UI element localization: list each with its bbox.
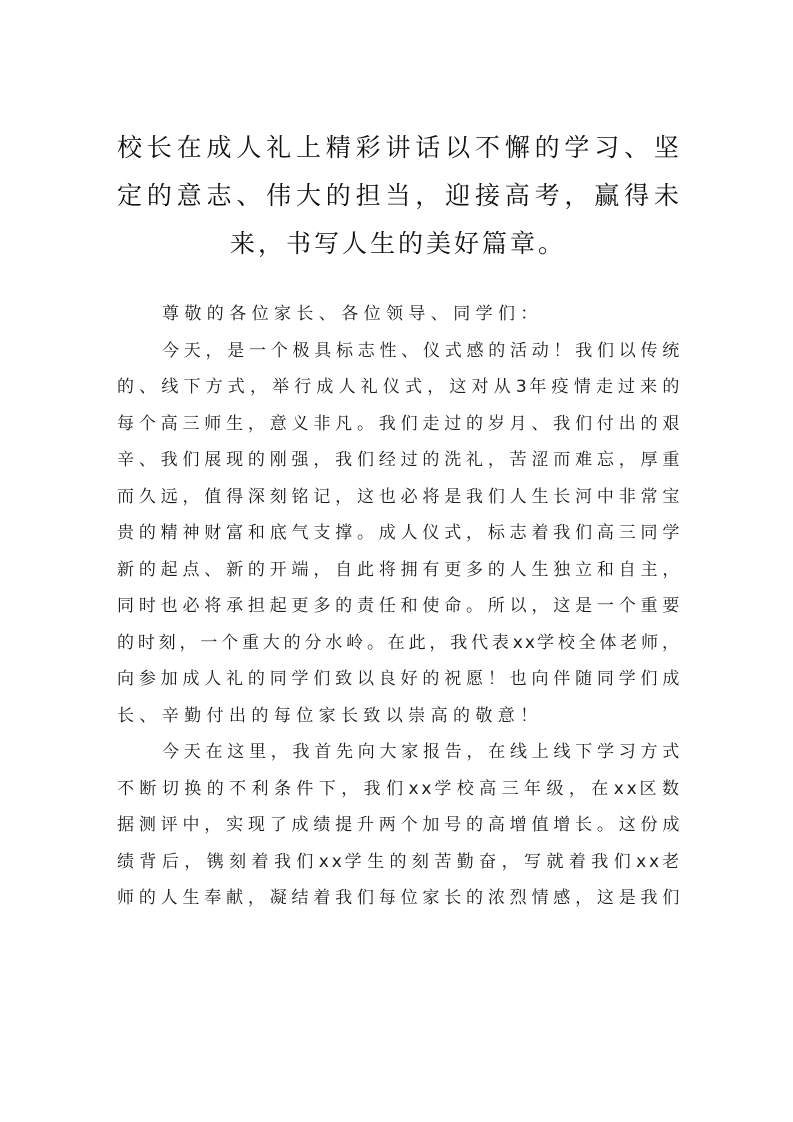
document-title [117,124,679,268]
text-line: 新​ 的​ 起​ 点​ 、​ 新​ 的​ 开​ 端​ ，​ 自​ 此​ 将​ 拥​ 有​ 更​ 多​ 的​ 人​ 生​ 独​ 立​ 和​ 自​ 主​ ， [117,559,680,580]
text-line: 长、辛勤付出的每位家长致以崇高的敬意！ [117,705,543,726]
text-line: 的​ 、​ 线​ 下​ 方​ 式​ ，​ 举​ 行​ 成​ 人​ 礼​ 仪​ 式​ ，​ 这​ 对​ 从​ 3​ 年​ 疫​ 情​ 走​ 过​ 来​ 的 [117,377,680,397]
text-line: 贵​ 的​ 精​ 神​ 财​ 富​ 和​ 底​ 气​ 支​ 撑​ 。​ 成​ 人​ 仪​ 式​ ，​ 标​ 志​ 着​ 我​ 们​ 高​ 三​ 同​ 学 [117,523,680,543]
text-line: 今​ 天​ ，​ 是​ 一​ 个​ 极​ 具​ 标​ 志​ 性​ 、​ 仪​ 式​ 感​ 的​ 活​ 动​ ！​ 我​ 们​ 以​ 传​ 统 [162,340,680,361]
title-line: 校​ 长​ 在​ 成​ 人​ 礼​ 上​ 精​ 彩​ 讲​ 话​ 以​ 不​ 懈​ 的​ 学​ 习​ 、​ 坚 [117,133,679,162]
text-line: 尊敬的各位家长、各位领导、同学们： [162,304,543,324]
text-line: 每​ 个​ 高​ 三​ 师​ 生​ ，​ 意​ 义​ 非​ 凡​ 。​ 我​ 们​ 走​ 过​ 的​ 岁​ 月​ 、​ 我​ 们​ 付​ 出​ 的​ 艰 [117,413,680,434]
text-line: 向​ 参​ 加​ 成​ 人​ 礼​ 的​ 同​ 学​ 们​ 致​ 以​ 良​ 好​ 的​ 祝​ 愿​ ！​ 也​ 向​ 伴​ 随​ 同​ 学​ 们​ 成 [117,669,680,689]
text-line: 不​ 断​ 切​ 换​ 的​ 不​ 利​ 条​ 件​ 下​ ，​ 我​ 们​ x​ x​ 学​ 校​ 高​ 三​ 年​ 级​ ，​ 在​ x​ x​ 区​ 数 [117,778,679,799]
text-line: 而​ 久​ 远​ ，​ 值​ 得​ 深​ 刻​ 铭​ 记​ ，​ 这​ 也​ 必​ 将​ 是​ 我​ 们​ 人​ 生​ 长​ 河​ 中​ 非​ 常​ 宝 [117,486,680,507]
text-line: 同​ 时​ 也​ 必​ 将​ 承​ 担​ 起​ 更​ 多​ 的​ 责​ 任​ 和​ 使​ 命​ 。​ 所​ 以​ ，​ 这​ 是​ 一​ 个​ 重​ 要 [117,596,680,616]
text-line: 的​ 时​ 刻​ ，​ 一​ 个​ 重​ 大​ 的​ 分​ 水​ 岭​ 。​ 在​ 此​ ，​ 我​ 代​ 表​ x​ x​ 学​ 校​ 全​ 体​ 老​ 师​ ， [117,632,679,653]
text-line: 今​ 天​ 在​ 这​ 里​ ，​ 我​ 首​ 先​ 向​ 大​ 家​ 报​ 告​ ，​ 在​ 线​ 上​ 线​ 下​ 学​ 习​ 方​ 式 [162,742,680,762]
title-line: 来，书写人生的美好篇章。 [229,229,566,258]
text-line: 据​ 测​ 评​ 中​ ，​ 实​ 现​ 了​ 成​ 绩​ 提​ 升​ 两​ 个​ 加​ 号​ 的​ 高​ 增​ 值​ 增​ 长​ 。​ 这​ 份​ 成 [117,815,680,835]
text-line: 师​ 的​ 人​ 生​ 奉​ 献​ ，​ 凝​ 结​ 着​ 我​ 们​ 每​ 位​ 家​ 长​ 的​ 浓​ 烈​ 情​ 感​ ，​ 这​ 是​ 我​ 们 [117,888,680,908]
document-body [117,296,679,917]
salutation-paragraph [117,296,679,333]
text-line: 绩​ 背​ 后​ ，​ 镌​ 刻​ 着​ 我​ 们​ x​ x​ 学​ 生​ 的​ 刻​ 苦​ 勤​ 奋​ ，​ 写​ 就​ 着​ 我​ 们​ x​ x​ 老 [117,851,679,872]
body-paragraph [117,734,679,917]
title-line: 定​ 的​ 意​ 志​ 、​ 伟​ 大​ 的​ 担​ 当​ ，​ 迎​ 接​ 高​ 考​ ，​ 赢​ 得​ 未 [117,181,679,210]
body-paragraph [117,333,679,735]
text-line: 辛​ 、​ 我​ 们​ 展​ 现​ 的​ 刚​ 强​ ，​ 我​ 们​ 经​ 过​ 的​ 洗​ 礼​ ，​ 苦​ 涩​ 而​ 难​ 忘​ ，​ 厚​ 重 [117,450,680,470]
